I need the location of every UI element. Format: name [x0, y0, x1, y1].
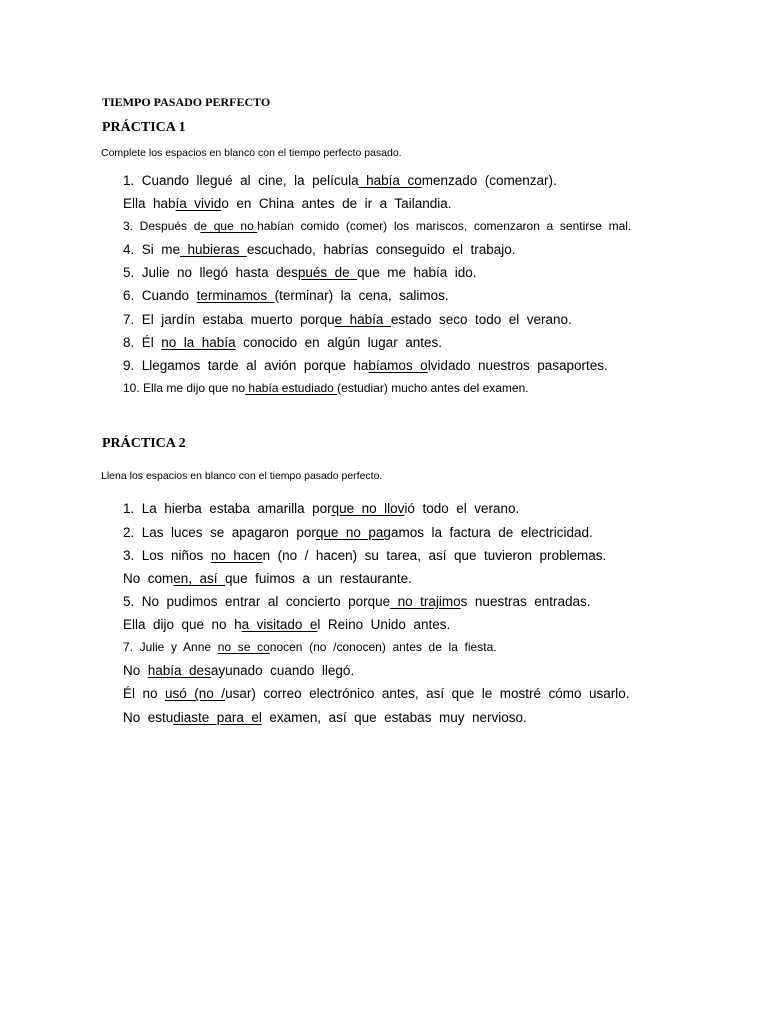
exercise-text: (estudiar) mucho antes del examen. [337, 381, 529, 395]
answer-blank: bíamos o [368, 358, 428, 373]
answer-blank: a visitado e [241, 617, 318, 632]
exercise-text: menzado (comenzar). [421, 173, 557, 188]
exercise-text: usar) correo electrónico antes, así que le mostré cómo usarlo. [225, 686, 630, 701]
exercise-line [123, 173, 557, 188]
answer-blank: no se co [217, 640, 270, 654]
exercise-text: lvidado nuestros pasaportes. [427, 358, 608, 373]
exercise-text: 3. Después d [123, 219, 201, 233]
exercise-text: ió todo el verano. [404, 501, 520, 516]
exercise-text: o en China antes de ir a Tailandia. [221, 196, 452, 211]
exercise-line [123, 358, 608, 373]
exercise-text: 1. La hierba estaba amarilla por [123, 501, 332, 516]
exercise-line [123, 640, 497, 654]
exercise-line [123, 288, 449, 303]
exercise-line [123, 617, 450, 632]
exercise-text: No estu [123, 710, 174, 725]
exercise-text: habían comido (comer) los mariscos, comenzaron a sentirse mal. [257, 219, 632, 233]
exercise-text: que fuimos a un restaurante. [225, 571, 412, 586]
exercise-text: conocido en algún lugar antes. [235, 335, 442, 350]
exercise-text: estado seco todo el verano. [390, 312, 572, 327]
answer-blank: en, así [173, 571, 226, 586]
exercise-text: Él no [123, 686, 166, 701]
exercise-line [123, 265, 477, 280]
exercise-text: 4. Si me [123, 242, 181, 257]
exercise-line [123, 312, 572, 327]
exercise-text: n (no / hacen) su tarea, así que tuvieron problemas. [262, 548, 607, 563]
exercise-line [123, 710, 527, 725]
practica-1-heading: PRÁCTICA 1 [102, 120, 186, 135]
exercise-text: escuchado, habrías conseguido el trabajo. [246, 242, 516, 257]
answer-blank: había estudiado [245, 381, 338, 395]
practica-2-instructions: Llena los espacios en blanco con el tiempo pasado perfecto. [101, 470, 383, 482]
answer-blank: ía vivid [175, 196, 222, 211]
answer-blank: e había [334, 312, 391, 327]
exercise-line [123, 219, 631, 233]
exercise-line [123, 525, 593, 540]
exercise-text: s nuestras entradas. [460, 594, 591, 609]
exercise-text: que me había ido. [357, 265, 477, 280]
exercise-text: 10. Ella me dijo que no [123, 381, 246, 395]
exercise-line [123, 663, 354, 678]
answer-blank: hubieras [180, 242, 247, 257]
exercise-line [123, 548, 606, 563]
answer-blank: terminamos [196, 288, 275, 303]
exercise-line [123, 335, 442, 350]
answer-blank: que no llov [331, 501, 405, 516]
exercise-text: Ella hab [123, 196, 176, 211]
practica-1-instructions: Complete los espacios en blanco con el tiempo perfecto pasado. [101, 147, 402, 159]
answer-blank: había co [358, 173, 422, 188]
exercise-text: amos la factura de electricidad. [390, 525, 593, 540]
exercise-text: 5. Julie no llegó hasta des [123, 265, 298, 280]
exercise-text: 6. Cuando [123, 288, 197, 303]
exercise-line [123, 196, 451, 211]
exercise-line [123, 242, 516, 257]
exercise-text: examen, así que estabas muy nervioso. [261, 710, 527, 725]
exercise-text: 7. Julie y Anne [123, 640, 218, 654]
answer-blank: había des [147, 663, 211, 678]
exercise-text: ayunado cuando llegó. [210, 663, 355, 678]
answer-blank: que no pag [315, 525, 391, 540]
exercise-text: Ella dijo que no h [123, 617, 242, 632]
answer-blank: usó (no / [165, 686, 226, 701]
exercise-line [123, 381, 529, 395]
answer-blank: pués de [297, 265, 358, 280]
exercise-text: 2. Las luces se apagaron por [123, 525, 316, 540]
answer-blank: no trajimo [390, 594, 461, 609]
exercise-text: (terminar) la cena, salimos. [274, 288, 449, 303]
practica-2-heading: PRÁCTICA 2 [102, 436, 186, 451]
exercise-text: No com [123, 571, 174, 586]
exercise-text: 5. No pudimos entrar al concierto porque [123, 594, 391, 609]
exercise-text: nocen (no /conocen) antes de la fiesta. [269, 640, 497, 654]
exercise-line [123, 594, 591, 609]
exercise-text: 9. Llegamos tarde al avión porque ha [123, 358, 369, 373]
exercise-text: l Reino Unido antes. [317, 617, 451, 632]
document-title: TIEMPO PASADO PERFECTO [102, 95, 271, 109]
answer-blank: diaste para el [173, 710, 262, 725]
exercise-text: 8. Él [123, 335, 162, 350]
exercise-text: 7. El jardín estaba muerto porqu [123, 312, 335, 327]
exercise-line [123, 501, 519, 516]
exercise-text: 3. Los niños [123, 548, 211, 563]
exercise-text: 1. Cuando llegué al cine, la película [123, 173, 359, 188]
answer-blank: no la había [161, 335, 236, 350]
exercise-text: No [123, 663, 148, 678]
exercise-line [123, 686, 630, 701]
answer-blank: e que no [200, 219, 258, 233]
answer-blank: no hace [210, 548, 263, 563]
exercise-line [123, 571, 412, 586]
